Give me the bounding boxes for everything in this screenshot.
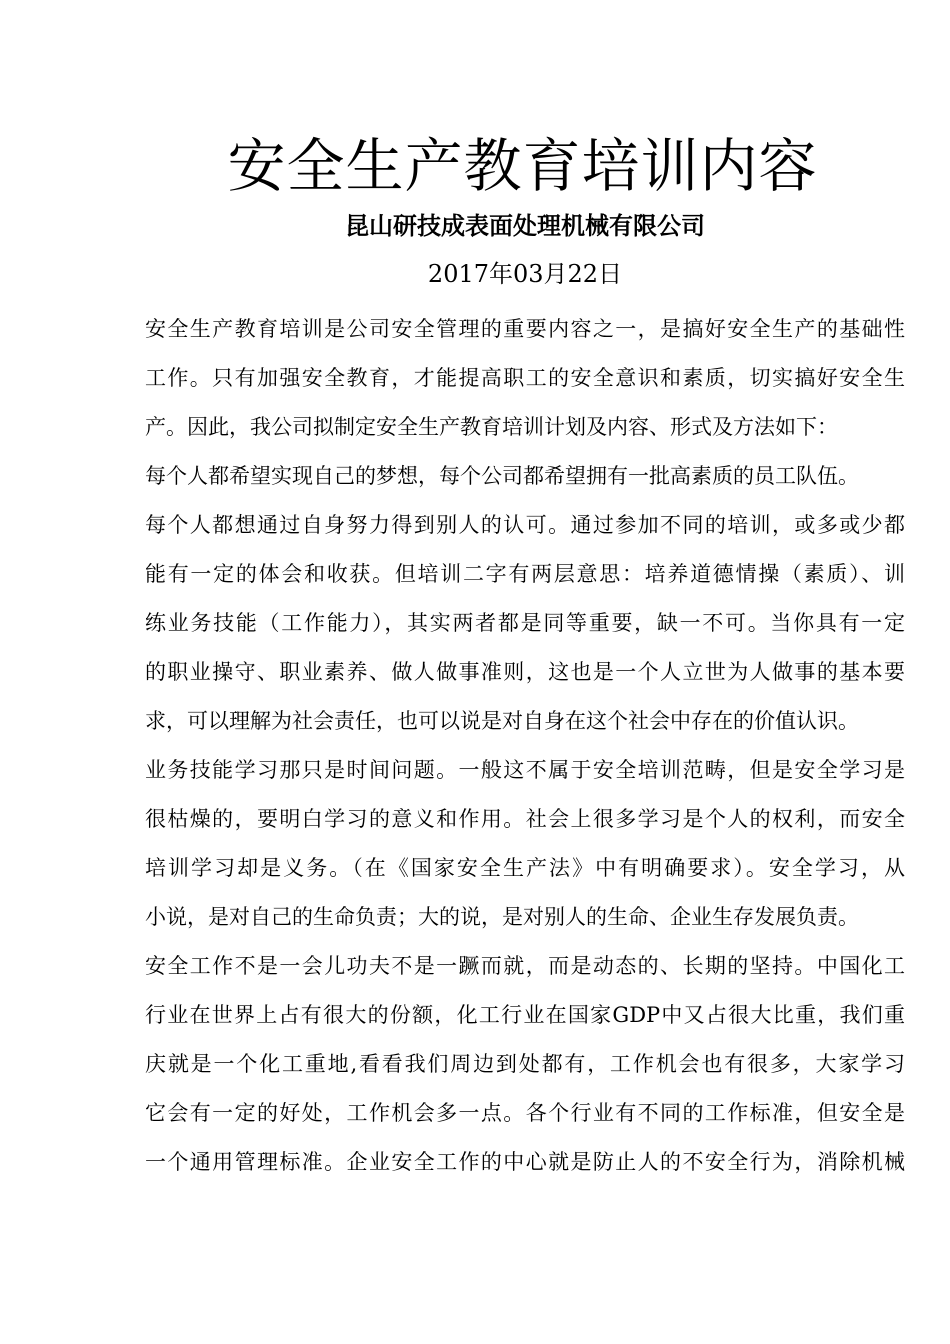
body-line: 业务技能学习那只是时间问题。一般这不属于安全培训范畴，但是安全学习是 bbox=[145, 758, 905, 782]
body-line: 工作。只有加强安全教育，才能提高职工的安全意识和素质，切实搞好安全生 bbox=[145, 366, 905, 390]
body-line: 庆就是一个化工重地,看看我们周边到处都有，工作机会也有很多，大家学习 bbox=[145, 1052, 905, 1076]
company-name: 昆山研技成表面处理机械有限公司 bbox=[345, 211, 705, 240]
body-line: 它会有一定的好处，工作机会多一点。各个行业有不同的工作标准，但安全是 bbox=[145, 1101, 905, 1125]
body-line: 很枯燥的，要明白学习的意义和作用。社会上很多学习是个人的权利，而安全 bbox=[145, 807, 905, 831]
body-line: 产。因此，我公司拟制定安全生产教育培训计划及内容、形式及方法如下： bbox=[145, 415, 838, 439]
document-date: 2017年03月22日 bbox=[427, 260, 623, 288]
body-line: 每个人都想通过自身努力得到别人的认可。通过参加不同的培训，或多或少都 bbox=[145, 513, 905, 537]
body-line: 培训学习却是义务。（在《国家安全生产法》中有明确要求）。安全学习，从 bbox=[145, 856, 905, 880]
document-body bbox=[145, 305, 905, 1187]
body-line: 练业务技能（工作能力），其实两者都是同等重要，缺一不可。当你具有一定 bbox=[145, 611, 905, 635]
body-line: 小说，是对自己的生命负责；大的说，是对别人的生命、企业生存发展负责。 bbox=[145, 905, 859, 929]
body-line: 安全工作不是一会儿功夫不是一蹶而就，而是动态的、长期的坚持。中国化工 bbox=[145, 954, 905, 978]
body-line: 每个人都希望实现自己的梦想，每个公司都希望拥有一批高素质的员工队伍。 bbox=[145, 464, 859, 488]
body-line: 求，可以理解为社会责任，也可以说是对自身在这个社会中存在的价值认识。 bbox=[145, 709, 859, 733]
body-line: 安全生产教育培训是公司安全管理的重要内容之一，是搞好安全生产的基础性 bbox=[145, 317, 905, 341]
body-line: 一个通用管理标准。企业安全工作的中心就是防止人的不安全行为，消除机械 bbox=[145, 1150, 905, 1174]
body-line: 能有一定的体会和收获。但培训二字有两层意思：培养道德情操（素质）、训 bbox=[145, 562, 905, 586]
body-line: 行业在世界上占有很大的份额，化工行业在国家GDP中又占很大比重，我们重 bbox=[145, 1003, 905, 1027]
document-title: 安全生产教育培训内容 bbox=[227, 132, 818, 200]
body-line: 的职业操守、职业素养、做人做事准则，这也是一个人立世为人做事的基本要 bbox=[145, 660, 905, 684]
